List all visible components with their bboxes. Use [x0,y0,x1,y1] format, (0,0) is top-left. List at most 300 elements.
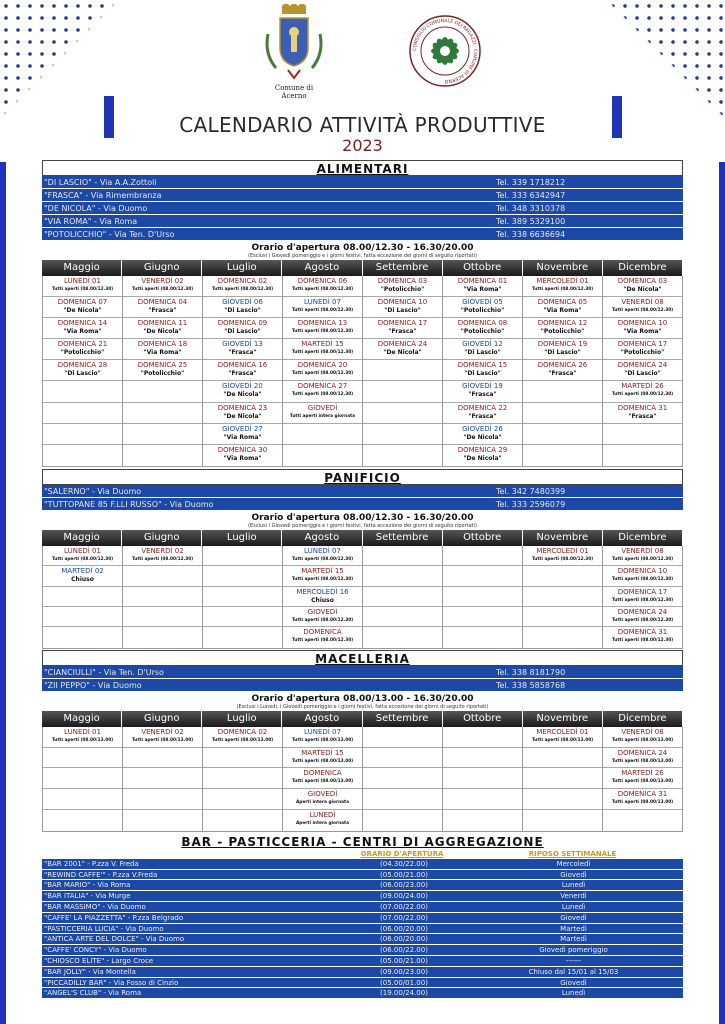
calendar-column [442,276,522,466]
cell-date: DOMENICA 15 [457,361,508,370]
calendar-cell [123,546,202,566]
calendar-cell [43,297,122,318]
business-phone: Tel. 342 7480399 [496,486,566,496]
cell-detail: Tutti aperti (08.00/12.30) [291,392,354,398]
section-title-macelleria: MACELLERIA [42,650,683,666]
cell-date: DOMENICA 27 [297,382,348,391]
council-seal [408,14,482,88]
cell-detail: "De Nicola" [383,349,422,357]
calendar-column [602,727,683,831]
business-name: "DE NICOLA" - Via Duomo [44,204,148,213]
calendar-cell [443,318,522,339]
business-row [42,189,683,202]
cell-date: MERCOLEDÌ 01 [536,546,589,555]
cell-date: GIOVEDÌ [307,790,338,799]
cell-date: VENERDÌ 02 [141,546,184,555]
cell-date: DOMENICA 17 [377,319,428,328]
cell-date: DOMENICA 03 [377,277,428,285]
calendar-cell [283,339,362,360]
calendar-cell [123,587,202,607]
page-year: 2023 [342,136,383,155]
month-header: Dicembre [603,260,683,276]
calendar-cell [283,789,362,810]
calendar-cell [523,403,602,424]
calendar-cell [123,339,202,360]
month-header: Giugno [122,260,202,276]
calendar-column [122,276,202,466]
cell-detail: Tutti aperti (08.00/13.00) [531,737,594,743]
cell-date: DOMENICA 24 [617,361,668,370]
calendar-column [282,546,362,648]
calendar-cell [43,381,122,402]
page-title: CALENDARIO ATTIVITÀ PRODUTTIVE [179,113,546,137]
cell-date: DOMENICA 10 [617,567,668,576]
cell-detail: "Frasca" [228,370,257,378]
cell-date: MARTEDÌ 15 [301,567,344,576]
cell-detail: Tutti aperti (08.00/13.00) [291,758,354,764]
calendar-column [522,727,602,831]
business-phone: Tel. 338 6636694 [496,230,566,239]
cell-detail: "Di Lascio" [544,349,581,357]
business-name: "ZII PEPPO" - Via Duomo [44,680,142,690]
calendar-cell [443,607,522,627]
cell-date: DOMENICA 09 [217,319,268,328]
section-title-bar: BAR - PASTICCERIA - CENTRI DI AGGREGAZIONE [42,834,683,850]
calendar-cell [203,297,282,318]
business-row [42,176,683,189]
calendar-column [42,276,122,466]
calendar-cell [363,810,442,831]
business-name: "VIA ROMA" - Via Roma [44,217,138,226]
business-row [42,679,683,692]
cell-detail: "Di Lascio" [224,307,261,315]
macelleria-hours-note: (Esclusi i Lunedì, i Giovedì pomeriggio e i giorni festivi, fatta eccezione dei giorni di seguito riportati) [236,703,489,710]
cell-date: DOMENICA 05 [537,298,588,307]
cell-detail: "De Nicola" [223,391,262,399]
calendar-column [602,546,683,648]
cell-date: DOMENICA 20 [297,361,348,370]
month-header: Agosto [282,530,362,546]
calendar-cell [283,627,362,647]
cell-detail: "Frasca" [468,412,497,420]
calendar-cell [443,810,522,831]
cell-date: GIOVEDÌ 27 [222,424,263,433]
month-header: Maggio [42,711,122,727]
business-phone: Tel. 338 5858768 [496,680,566,690]
seal-ring-text: CONSIGLIO COMUNALE DEI RAGAZZI · COMUNE DI ACERNO [412,18,478,84]
calendar-cell [43,566,122,586]
cell-date: DOMENICA 30 [217,445,268,454]
bar-row [42,913,683,924]
calendar-cell [283,276,362,297]
calendar-cell [203,607,282,627]
calendar-cell [363,381,442,402]
calendar-cell [363,424,442,445]
cell-detail: Tutti aperti (08.00/12.30) [611,577,674,583]
cell-date: MARTEDÌ 15 [301,748,344,757]
calendar-cell [363,360,442,381]
month-header: Luglio [202,260,282,276]
cell-date: DOMENICA 18 [137,340,188,349]
calendar-cell [523,627,602,647]
calendar-column [442,546,522,648]
cell-detail: Tutti aperti (08.00/12.30) [531,556,594,562]
calendar-cell [603,403,682,424]
calendar-column [42,546,122,648]
calendar-column [202,546,282,648]
calendar-cell [523,445,602,466]
month-header: Giugno [122,530,202,546]
cell-date: DOMENICA 07 [57,298,108,307]
cell-detail: "Frasca" [388,328,417,336]
business-phone: Tel. 333 6342947 [496,191,566,200]
bar-rest: Giovedì [560,870,587,879]
business-phone: Tel. 339 1718212 [496,178,566,187]
alimentari-businesses [42,176,683,241]
calendar-cell [523,424,602,445]
cell-detail: Tutti aperti (08.00/13.00) [611,758,674,764]
cell-detail: "Via Roma" [463,286,502,293]
bar-col-rest: RIPOSO SETTIMANALE [528,849,617,858]
calendar-cell [523,566,602,586]
calendar-cell [603,627,682,647]
alimentari-month-header [42,260,683,276]
calendar-cell [443,276,522,297]
calendar-cell [43,607,122,627]
bar-hours: (05.00/01.00) [380,978,428,987]
cell-date: DOMENICA 02 [217,277,268,285]
calendar-cell [443,381,522,402]
calendar-cell [523,748,602,769]
cell-detail: "Di Lascio" [624,370,661,378]
month-header: Dicembre [603,530,683,546]
cell-detail: "Via Roma" [543,307,582,315]
calendar-cell [283,768,362,789]
cell-date: DOMENICA 21 [57,340,108,349]
cell-date: DOMENICA 22 [457,403,508,412]
cell-detail: "Frasca" [628,412,657,420]
calendar-cell [283,360,362,381]
cell-date: GIOVEDÌ 13 [222,340,263,349]
cell-detail: Tutti aperti (08.00/12.30) [291,618,354,624]
calendar-cell [363,627,442,647]
calendar-cell [203,276,282,297]
calendar-cell [123,424,202,445]
cell-detail: Tutti aperti (08.00/12.30) [611,308,674,314]
calendar-cell [363,339,442,360]
calendar-cell [523,318,602,339]
bar-row [42,902,683,913]
calendar-column [362,276,442,466]
cell-date: DOMENICA 13 [297,319,348,328]
cell-detail: "Potolicchio" [460,307,505,315]
cell-detail: "Di Lascio" [64,370,101,378]
cell-date: DOMENICA 23 [217,403,268,412]
cell-detail: Tutti aperti intera giornata [289,413,356,419]
cell-detail: Aperti intera giornata [295,800,349,806]
cell-date: VENERDÌ 02 [141,277,184,285]
cell-date: MERCOLEDÌ 01 [536,277,589,285]
cell-date: DOMENICA 14 [57,319,108,328]
cell-date: VENERDÌ 08 [621,727,664,736]
calendar-cell [363,445,442,466]
month-header: Luglio [202,530,282,546]
cell-detail: Tutti aperti (08.00/12.30) [291,577,354,583]
calendar-cell [43,318,122,339]
calendar-column [442,727,522,831]
calendar-cell [443,789,522,810]
cell-detail: Tutti aperti (08.00/12.30) [211,287,274,292]
calendar-cell [123,627,202,647]
cell-detail: "De Nicola" [63,307,102,315]
calendar-cell [283,403,362,424]
cell-detail: Tutti aperti (08.00/12.30) [611,392,674,398]
cell-detail: Tutti aperti (08.00/12.30) [131,287,194,292]
calendar-column [362,546,442,648]
cell-detail: "Di Lascio" [464,349,501,357]
bar-name: "BAR MARIO" - Via Roma [44,881,131,890]
calendar-cell [43,360,122,381]
calendar-cell [363,748,442,769]
bar-rest: Martedì [560,935,587,944]
bar-row [42,988,683,999]
cell-date: DOMENICA 06 [297,277,348,285]
calendar-cell [443,566,522,586]
cell-date: GIOVEDÌ 26 [462,424,503,433]
business-phone: Tel. 389 5329100 [496,217,566,226]
calendar-cell [443,424,522,445]
bar-hours: (05.00/21.00) [380,870,428,879]
macelleria-calendar-grid [42,727,683,832]
cell-detail: Chiuso [311,596,334,604]
calendar-cell [443,339,522,360]
bar-name: "PASTICCERIA LUCIA" - Via Duomo [44,924,164,933]
calendar-cell [443,627,522,647]
calendar-cell [443,587,522,607]
council-seal-icon [408,14,482,88]
bar-rest: Venerdì [560,892,587,901]
calendar-cell [603,339,682,360]
calendar-cell [363,607,442,627]
calendar-cell [603,810,682,831]
cell-date: MARTEDÌ 15 [301,340,344,349]
calendar-cell [283,587,362,607]
bar-hours: (06.00/20.00) [380,924,428,933]
calendar-cell [283,748,362,769]
cell-detail: Tutti aperti (08.00/13.00) [611,800,674,806]
business-phone: Tel. 333 2596079 [496,499,566,509]
calendar-cell [123,297,202,318]
cell-detail: "Frasca" [468,391,497,399]
calendar-cell [443,748,522,769]
cell-detail: "Potolicchio" [140,370,185,378]
calendar-cell [443,360,522,381]
bar-row [42,870,683,881]
cell-date: DOMENICA 28 [57,361,108,370]
cell-detail: "Via Roma" [223,454,262,462]
cell-date: DOMENICA 31 [617,628,668,637]
cell-date: MARTEDÌ 02 [61,567,104,576]
calendar-cell [443,297,522,318]
alimentari-calendar-grid [42,276,683,467]
cell-date: DOMENICA 10 [377,298,428,307]
bar-table-header [42,850,683,859]
cell-date: LUNEDÌ 01 [64,546,101,555]
month-header: Settembre [363,260,443,276]
business-row [42,228,683,241]
cell-date: GIOVEDÌ 05 [462,298,503,307]
cell-detail: "De Nicola" [463,454,502,462]
cell-date: LUNEDÌ 07 [304,298,341,307]
bar-name: "BAR ITALIA" - Via Murge [44,892,131,901]
cell-date: DOMENICA 31 [617,790,668,799]
bar-row [42,945,683,956]
cell-date: DOMENICA 26 [537,361,588,370]
cell-detail: Tutti aperti (08.00/12.30) [291,350,354,356]
cell-detail: Tutti aperti (08.00/12.30) [531,287,594,292]
cell-date: LUNEDÌ 07 [304,727,341,736]
cell-detail: "Di Lascio" [384,307,421,315]
bar-name: "PICCADILLY BAR" - Via Fosso di Cinzio [44,978,179,987]
calendar-cell [203,789,282,810]
cell-detail: Tutti aperti (08.00/12.30) [291,287,354,292]
business-phone: Tel. 338 8181790 [496,667,566,677]
calendar-cell [283,727,362,748]
cell-detail: Tutti aperti (08.00/12.30) [611,597,674,603]
calendar-cell [43,276,122,297]
calendar-cell [203,318,282,339]
alimentari-hours-note: (Esclusi i Giovedì pomeriggio e i giorni festivi, fatta eccezione dei giorni di seguito riportati) [248,253,477,259]
cell-detail: "Via Roma" [143,349,182,357]
calendar-cell [603,546,682,566]
cell-detail: Tutti aperti (08.00/12.30) [51,287,114,292]
calendar-cell [203,587,282,607]
macelleria-hours: Orario d'apertura 08.00/13.00 - 16.30/20.00 [42,692,683,704]
business-row [42,666,683,679]
panificio-calendar-grid [42,546,683,649]
bar-hours: (06.00/20.00) [380,935,428,944]
calendar-cell [603,727,682,748]
bar-row [42,859,683,870]
bar-rest: Lunedì [561,902,586,911]
cell-detail: Tutti aperti (08.00/12.30) [51,556,114,562]
cell-date: VENERDÌ 02 [141,727,184,736]
calendar-cell [443,768,522,789]
calendar-cell [363,297,442,318]
calendar-cell [123,810,202,831]
cell-detail: "Potolicchio" [620,349,665,357]
calendar-cell [203,403,282,424]
cell-detail: "De Nicola" [223,412,262,420]
calendar-cell [523,297,602,318]
calendar-cell [43,424,122,445]
cell-date: MARTEDÌ 26 [621,382,664,391]
cell-detail: Tutti aperti (08.00/13.00) [291,779,354,785]
month-header: Dicembre [603,711,683,727]
bar-name: "ANTICA ARTE DEL DOLCE" - Via Duomo [44,935,185,944]
cell-date: LUNEDÌ [309,810,336,819]
cell-date: DOMENICA 12 [537,319,588,328]
cell-detail: "Frasca" [148,307,177,315]
cell-date: DOMENICA 24 [617,608,668,617]
side-stripe-left [0,162,6,1024]
calendar-cell [443,727,522,748]
bar-name: "ANGEL'S CLUB" - Via Roma [44,989,142,998]
cell-detail: Tutti aperti (08.00/12.30) [611,618,674,624]
calendar-cell [363,587,442,607]
calendar-cell [43,403,122,424]
month-header: Novembre [523,530,603,546]
cell-detail: Tutti aperti (08.00/12.30) [291,556,354,562]
calendar-cell [203,424,282,445]
cell-date: GIOVEDÌ [307,608,338,617]
calendar-cell [523,276,602,297]
comune-caption: Comune di Acerno [274,84,314,100]
cell-date: LUNEDÌ 01 [64,277,101,285]
cell-detail: Tutti aperti (08.00/12.30) [291,638,354,644]
calendar-cell [443,546,522,566]
cell-detail: "De Nicola" [143,328,182,336]
calendar-cell [363,403,442,424]
cell-detail: Tutti aperti (08.00/12.30) [611,556,674,562]
business-row [42,498,683,511]
calendar-cell [443,403,522,424]
calendar-cell [43,789,122,810]
section-title-panificio: PANIFICIO [42,469,683,485]
macelleria-month-header [42,711,683,727]
calendar-cell [283,445,362,466]
bar-hours: (09.00/23.00) [380,967,428,976]
calendar-cell [283,566,362,586]
cell-date: MARTEDÌ 26 [621,769,664,778]
calendar-cell [363,566,442,586]
calendar-column [122,546,202,648]
bar-row [42,956,683,967]
cell-date: VENERDÌ 08 [621,298,664,307]
coat-of-arms-icon [262,4,326,84]
bar-name: "BAR 2001" - P.zza V. Freda [44,859,139,868]
calendar-cell [603,748,682,769]
calendar-cell [123,748,202,769]
bar-hours: (05.00/21.00) [380,956,428,965]
calendar-cell [603,607,682,627]
cell-date: DOMENICA 02 [217,727,268,736]
panificio-month-header [42,530,683,546]
macelleria-businesses [42,666,683,692]
cell-date: DOMENICA 08 [457,319,508,328]
calendar-cell [523,789,602,810]
calendar-cell [283,607,362,627]
bar-rest: Giovedì pomeriggio [539,946,608,955]
calendar-column [522,546,602,648]
bar-rest: Martedì [560,924,587,933]
cell-date: DOMENICA 17 [617,587,668,596]
bar-hours: (06.00/22.00) [380,946,428,955]
calendar-cell [363,546,442,566]
calendar-cell [363,276,442,297]
business-name: "SALERNO" - Via Duomo [44,486,142,496]
cell-detail: "Potolicchio" [380,286,425,293]
cell-date: DOMENICA 24 [617,748,668,757]
cell-date: DOMENICA 17 [617,340,668,349]
calendar-column [362,727,442,831]
panificio-hours-note: (Esclusi i Giovedì pomeriggio e i giorni festivi, fatta eccezione dei giorni di seguito riportati) [248,522,477,529]
business-phone: Tel. 348 3310378 [496,204,566,213]
cell-detail: Chiuso [71,576,94,584]
calendar-cell [203,727,282,748]
month-header: Novembre [523,711,603,727]
side-stripe-right [719,162,725,1024]
